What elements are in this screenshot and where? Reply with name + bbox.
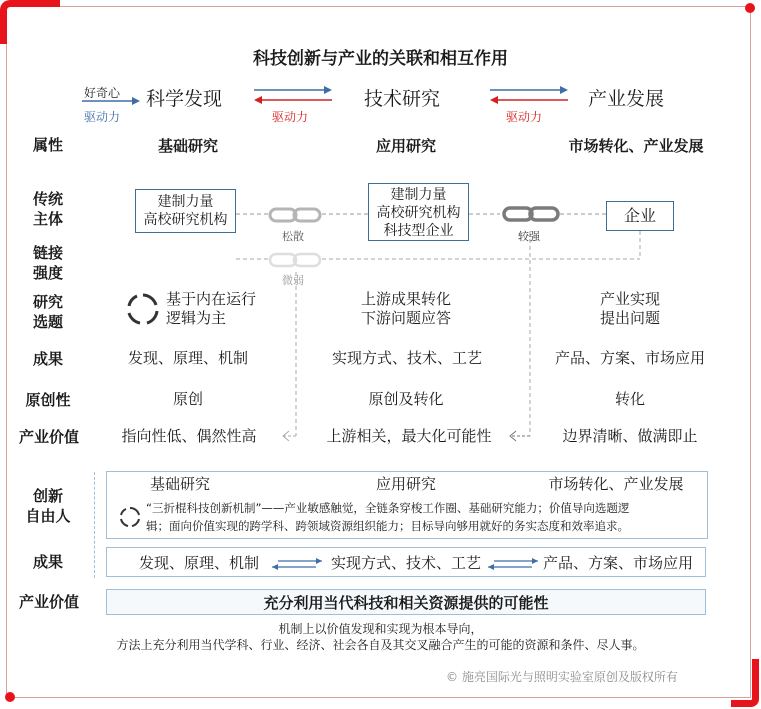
col-header-basic: 基础研究: [157, 137, 218, 155]
free-description-line-2: 辑；面向价值实现的跨学科、跨领域资源组织能力；目标导向够用就好的务实态度和效率追求。: [146, 519, 629, 533]
result2-basic: 发现、原理、机制: [138, 554, 259, 572]
originality-basic: 原创: [172, 390, 203, 408]
row-label-result: 成果: [32, 350, 63, 368]
cycle-arrows-icon-small: [118, 505, 142, 529]
pane-divider: [94, 472, 105, 578]
chain-link-icon-strong: [502, 205, 560, 223]
result2-applied: 实现方式、技术、工艺: [330, 554, 481, 572]
free-applied: 应用研究: [375, 475, 436, 493]
link-label-loose: 松散: [282, 230, 304, 243]
stage-science: 科学发现: [146, 88, 223, 110]
row-label-link: 链接 强度: [32, 244, 63, 282]
footer-line-1: 机制上以价值发现和实现为根本导向，: [278, 622, 483, 636]
result-applied: 实现方式、技术、工艺: [331, 349, 482, 367]
drive-label-red-1: 驱动力: [272, 110, 309, 124]
originality-market: 转化: [614, 390, 645, 408]
subject-node-market: 企业: [606, 201, 674, 231]
free-market: 市场转化、产业发展: [548, 475, 684, 493]
cycle-arrows-icon: [125, 291, 161, 327]
row-label-originality: 原创性: [25, 391, 71, 409]
curiosity-label: 好奇心: [84, 86, 121, 100]
row-label-value2: 产业价值: [18, 593, 79, 611]
topic-applied: 上游成果转化 下游问题应答: [360, 290, 451, 327]
double-arrow-results-1: [270, 556, 324, 572]
col-header-market: 市场转化、产业发展: [568, 137, 704, 155]
footer-line-2: 方法上充分利用当代学科、行业、经济、社会各自及其交叉融合产生的可能的资源和条件、尽人事。: [116, 638, 645, 652]
value-market: 边界清晰、做满即止: [562, 427, 698, 445]
subject-node-applied: 建制力量 高校研究机构 科技型企业: [368, 183, 469, 241]
free-description: [146, 499, 704, 535]
row-label-free: 创新 自由人: [25, 487, 71, 525]
drive-label-blue: 驱动力: [84, 110, 121, 124]
topic-market: 产业实现 提出问题: [599, 290, 660, 327]
topic-basic: 基于内在运行 逻辑为主: [166, 290, 257, 327]
value2-text: 充分利用当代科技和相关资源提供的可能性: [263, 594, 549, 612]
row-label-attr: 属性: [32, 136, 63, 154]
row-label-topic: 研究 选题: [32, 293, 63, 331]
subject-node-basic: 建制力量 高校研究机构: [135, 189, 236, 233]
row-label-subject: 传统 主体: [32, 190, 63, 228]
originality-applied: 原创及转化: [368, 390, 444, 408]
row-label-result2: 成果: [32, 553, 63, 571]
copyright-text: © 施亮国际光与照明实验室原创及版权所有: [446, 670, 678, 684]
free-basic: 基础研究: [149, 475, 210, 493]
stage-industry: 产业发展: [588, 88, 665, 110]
col-header-applied: 应用研究: [375, 137, 436, 155]
double-arrow-results-2: [486, 556, 540, 572]
diagram-title: 科技创新与产业的关联和相互作用: [253, 49, 508, 69]
result-market: 产品、方案、市场应用: [554, 349, 705, 367]
result-basic: 发现、原理、机制: [127, 349, 248, 367]
chain-link-icon-weak: [268, 251, 322, 269]
link-label-strong: 较强: [518, 230, 540, 243]
value-basic: 指向性低、偶然性高: [121, 427, 257, 445]
row-label-value: 产业价值: [18, 428, 79, 446]
link-label-weak: 微弱: [282, 274, 304, 287]
result2-market: 产品、方案、市场应用: [542, 554, 693, 572]
free-description-line-1: “三折棍科技创新机制”——产业敏感触觉，全链条穿梭工作圈、基础研究能力；价值导向选题逻: [146, 501, 630, 515]
chain-link-icon-loose: [268, 206, 322, 224]
value-applied: 上游相关，最大化可能性: [326, 427, 492, 445]
stage-tech: 技术研究: [364, 88, 441, 110]
drive-label-red-2: 驱动力: [506, 110, 543, 124]
